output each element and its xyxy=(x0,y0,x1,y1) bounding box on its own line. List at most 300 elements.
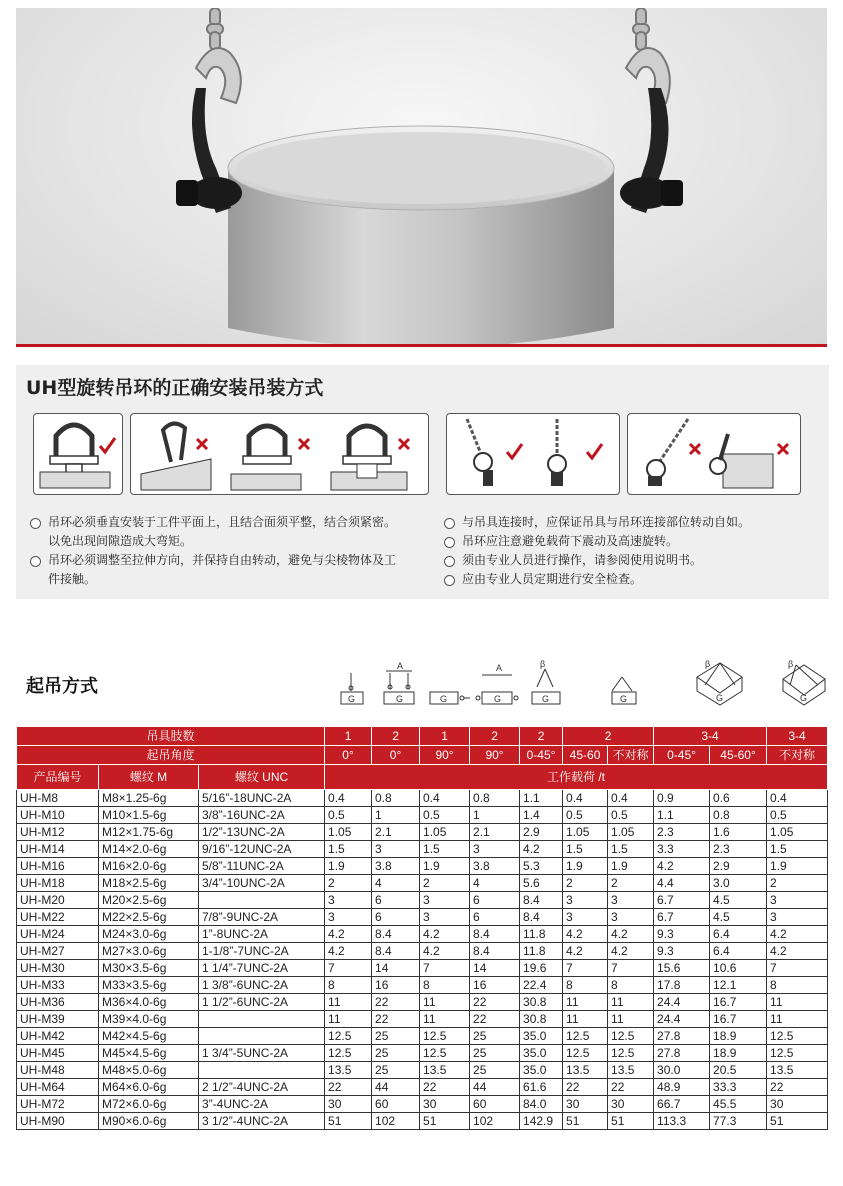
load-value-cell: 24.4 xyxy=(654,994,710,1011)
table-row xyxy=(17,1096,828,1113)
product-code-cell: UH-M42 xyxy=(17,1028,99,1045)
load-value-cell: 12.5 xyxy=(420,1028,470,1045)
load-value-cell: 3 xyxy=(767,892,828,909)
load-value-cell: 3 xyxy=(767,909,828,926)
load-value-cell: 6 xyxy=(372,892,420,909)
svg-text:G: G xyxy=(494,694,502,704)
product-code-cell: UH-M72 xyxy=(17,1096,99,1113)
thread-m-cell: M39×4.0-6g xyxy=(99,1011,199,1028)
load-value-cell: 2 xyxy=(767,875,828,892)
load-value-cell: 2.3 xyxy=(654,824,710,841)
load-value-cell: 102 xyxy=(470,1113,520,1130)
thread-unc-cell: 1 1/4”-7UNC-2A xyxy=(199,960,325,977)
thread-m-cell: M14×2.0-6g xyxy=(99,841,199,858)
load-value-cell: 30.8 xyxy=(520,1011,563,1028)
load-value-cell: 0.5 xyxy=(325,807,372,824)
thread-unc-cell: 9/16”-12UNC-2A xyxy=(199,841,325,858)
load-value-cell: 1.05 xyxy=(608,824,654,841)
load-value-cell: 18.9 xyxy=(710,1045,767,1062)
load-value-cell: 22 xyxy=(608,1079,654,1096)
svg-text:G: G xyxy=(620,694,628,704)
product-code-cell: UH-M24 xyxy=(17,926,99,943)
thread-unc-cell xyxy=(199,1011,325,1028)
load-value-cell: 16 xyxy=(470,977,520,994)
thread-unc-cell: 2 1/2”-4UNC-2A xyxy=(199,1079,325,1096)
load-value-cell: 12.5 xyxy=(325,1028,372,1045)
load-value-cell: 11 xyxy=(563,1011,608,1028)
load-value-cell: 60 xyxy=(372,1096,420,1113)
load-value-cell: 16.7 xyxy=(710,994,767,1011)
load-value-cell: 11 xyxy=(420,994,470,1011)
thread-m-cell: M10×1.5-6g xyxy=(99,807,199,824)
load-value-cell: 9.3 xyxy=(654,926,710,943)
load-value-cell: 6 xyxy=(470,909,520,926)
single-leg-side-icon xyxy=(430,692,470,704)
load-value-cell: 7 xyxy=(420,960,470,977)
load-value-cell: 6.7 xyxy=(654,909,710,926)
load-value-cell: 48.9 xyxy=(654,1079,710,1096)
load-value-cell: 4.4 xyxy=(654,875,710,892)
multi-leg-icon xyxy=(697,659,742,705)
thread-m-cell: M33×3.5-6g xyxy=(99,977,199,994)
load-value-cell: 6 xyxy=(372,909,420,926)
load-value-cell: 113.3 xyxy=(654,1113,710,1130)
load-value-cell: 18.9 xyxy=(710,1028,767,1045)
load-value-cell: 25 xyxy=(372,1045,420,1062)
hook-edge-contact-wrong-icons xyxy=(628,414,800,494)
svg-text:β: β xyxy=(705,659,711,669)
load-value-cell: 11 xyxy=(420,1011,470,1028)
load-value-cell: 6.4 xyxy=(710,943,767,960)
load-value-cell: 5.3 xyxy=(520,858,563,875)
table-row xyxy=(17,892,828,909)
svg-text:G: G xyxy=(440,694,448,704)
lifting-methods-title: 起吊方式 xyxy=(26,676,98,697)
load-value-cell: 4 xyxy=(372,875,420,892)
load-value-cell: 1.4 xyxy=(520,807,563,824)
angle-row xyxy=(17,746,828,765)
load-value-cell: 7 xyxy=(767,960,828,977)
thread-m-cell: M48×5.0-6g xyxy=(99,1062,199,1079)
load-value-cell: 44 xyxy=(470,1079,520,1096)
thread-m-cell: M12×1.75-6g xyxy=(99,824,199,841)
load-value-cell: 30 xyxy=(325,1096,372,1113)
table-row xyxy=(17,926,828,943)
angle-cell: 0° xyxy=(325,746,372,765)
angle-cell: 不对称 xyxy=(608,746,654,765)
svg-text:G: G xyxy=(716,693,724,703)
load-value-cell: 3 xyxy=(372,841,420,858)
thread-unc-cell: 5/16”-18UNC-2A xyxy=(199,790,325,807)
thread-m-cell: M16×2.0-6g xyxy=(99,858,199,875)
hook-panel-wrong xyxy=(627,413,801,495)
load-value-cell: 8.4 xyxy=(372,943,420,960)
svg-text:G: G xyxy=(800,693,808,703)
angle-cell: 0-45° xyxy=(520,746,563,765)
load-value-cell: 2.1 xyxy=(470,824,520,841)
load-value-cell: 61.6 xyxy=(520,1079,563,1096)
table-row xyxy=(17,790,828,807)
load-value-cell: 8.4 xyxy=(470,943,520,960)
thread-unc-cell: 1/2”-13UNC-2A xyxy=(199,824,325,841)
load-value-cell: 11 xyxy=(563,994,608,1011)
thread-m-cell: M22×2.5-6g xyxy=(99,909,199,926)
load-value-cell: 51 xyxy=(325,1113,372,1130)
load-value-cell: 2.3 xyxy=(710,841,767,858)
load-value-cell: 12.5 xyxy=(608,1045,654,1062)
load-value-cell: 35.0 xyxy=(520,1028,563,1045)
svg-text:A: A xyxy=(397,661,404,671)
load-value-cell: 4.2 xyxy=(420,926,470,943)
load-value-cell: 25 xyxy=(470,1028,520,1045)
load-value-cell: 77.3 xyxy=(710,1113,767,1130)
load-value-cell: 1.6 xyxy=(710,824,767,841)
thread-m-cell: M90×6.0-6g xyxy=(99,1113,199,1130)
load-value-cell: 4.2 xyxy=(325,926,372,943)
load-value-cell: 25 xyxy=(470,1062,520,1079)
table-row xyxy=(17,824,828,841)
product-code-cell: UH-M36 xyxy=(17,994,99,1011)
table-row xyxy=(17,875,828,892)
load-value-cell: 1.05 xyxy=(563,824,608,841)
legs-cell: 3-4 xyxy=(767,727,828,746)
load-value-cell: 13.5 xyxy=(420,1062,470,1079)
load-value-cell: 13.5 xyxy=(325,1062,372,1079)
load-value-cell: 84.0 xyxy=(520,1096,563,1113)
load-value-cell: 22 xyxy=(325,1079,372,1096)
load-value-cell: 4.5 xyxy=(710,892,767,909)
load-value-cell: 51 xyxy=(420,1113,470,1130)
load-value-cell: 9.3 xyxy=(654,943,710,960)
product-code-cell: UH-M14 xyxy=(17,841,99,858)
col-unc-header: 螺纹 UNC xyxy=(199,765,325,790)
table-row xyxy=(17,1028,828,1045)
load-value-cell: 4 xyxy=(470,875,520,892)
load-value-cell: 30 xyxy=(420,1096,470,1113)
load-value-cell: 0.6 xyxy=(710,790,767,807)
load-value-cell: 22 xyxy=(470,994,520,1011)
load-value-cell: 0.8 xyxy=(470,790,520,807)
hook-panel-correct xyxy=(446,413,620,495)
product-code-cell: UH-M16 xyxy=(17,858,99,875)
single-leg-vertical-icon xyxy=(341,673,363,704)
table-row xyxy=(17,858,828,875)
load-value-cell: 1.5 xyxy=(325,841,372,858)
load-value-cell: 30.0 xyxy=(654,1062,710,1079)
table-row xyxy=(17,1113,828,1130)
load-value-cell: 3 xyxy=(608,892,654,909)
table-row xyxy=(17,977,828,994)
thread-unc-cell: 1”-8UNC-2A xyxy=(199,926,325,943)
thread-unc-cell: 1 3/8”-6UNC-2A xyxy=(199,977,325,994)
load-value-cell: 12.1 xyxy=(710,977,767,994)
load-value-cell: 8.4 xyxy=(470,926,520,943)
load-value-cell: 12.5 xyxy=(767,1028,828,1045)
load-value-cell: 11 xyxy=(608,994,654,1011)
load-value-cell: 12.5 xyxy=(767,1045,828,1062)
load-value-cell: 142.9 xyxy=(520,1113,563,1130)
double-leg-vertical-icon xyxy=(384,661,414,704)
load-value-cell: 30.8 xyxy=(520,994,563,1011)
load-value-cell: 30 xyxy=(767,1096,828,1113)
hero-product-photo xyxy=(16,8,827,344)
thread-unc-cell: 1 1/2”-6UNC-2A xyxy=(199,994,325,1011)
load-value-cell: 22 xyxy=(372,1011,420,1028)
load-value-cell: 1.9 xyxy=(325,858,372,875)
load-value-cell: 102 xyxy=(372,1113,420,1130)
thread-unc-cell: 7/8”-9UNC-2A xyxy=(199,909,325,926)
thread-m-cell: M30×3.5-6g xyxy=(99,960,199,977)
product-code-cell: UH-M12 xyxy=(17,824,99,841)
load-value-cell: 4.2 xyxy=(608,926,654,943)
note-continuation: 以免出现间隙造成大弯矩。 xyxy=(48,534,193,548)
product-code-cell: UH-M39 xyxy=(17,1011,99,1028)
col-code-header: 产品编号 xyxy=(17,765,99,790)
load-value-cell: 17.8 xyxy=(654,977,710,994)
load-value-cell: 30 xyxy=(563,1096,608,1113)
load-value-cell: 2 xyxy=(563,875,608,892)
load-value-cell: 4.2 xyxy=(767,926,828,943)
table-row xyxy=(17,994,828,1011)
table-row xyxy=(17,1045,828,1062)
product-code-cell: UH-M8 xyxy=(17,790,99,807)
installation-title: UH型旋转吊环的正确安装吊装方式 xyxy=(26,377,324,399)
legs-label: 吊具肢数 xyxy=(17,727,325,746)
note-item: 吊环应注意避免载荷下震动及高速旋转。 xyxy=(442,532,822,551)
table-row xyxy=(17,807,828,824)
load-value-cell: 22.4 xyxy=(520,977,563,994)
load-value-cell: 1.05 xyxy=(420,824,470,841)
load-value-cell: 1.9 xyxy=(608,858,654,875)
load-value-cell: 25 xyxy=(372,1028,420,1045)
product-code-cell: UH-M27 xyxy=(17,943,99,960)
legs-cell: 1 xyxy=(420,727,470,746)
load-value-cell: 12.5 xyxy=(563,1045,608,1062)
angle-cell: 不对称 xyxy=(767,746,828,765)
load-value-cell: 12.5 xyxy=(325,1045,372,1062)
note-item: 须由专业人员进行操作，请参阅使用说明书。 xyxy=(442,551,822,570)
load-value-cell: 2 xyxy=(608,875,654,892)
install-notes-right xyxy=(442,513,822,589)
load-value-cell: 3.8 xyxy=(372,858,420,875)
load-value-cell: 22 xyxy=(563,1079,608,1096)
load-value-cell: 0.4 xyxy=(563,790,608,807)
note-item: 应由专业人员定期进行安全检查。 xyxy=(442,570,822,589)
angle-cell: 45-60° xyxy=(710,746,767,765)
product-code-cell: UH-M20 xyxy=(17,892,99,909)
svg-text:G: G xyxy=(396,694,404,704)
product-code-cell: UH-M45 xyxy=(17,1045,99,1062)
angle-cell: 0-45° xyxy=(654,746,710,765)
thread-m-cell: M24×3.0-6g xyxy=(99,926,199,943)
load-value-cell: 2 xyxy=(420,875,470,892)
table-row xyxy=(17,1062,828,1079)
thread-unc-cell: 5/8”-11UNC-2A xyxy=(199,858,325,875)
product-code-cell: UH-M33 xyxy=(17,977,99,994)
table-row xyxy=(17,960,828,977)
load-value-cell: 0.5 xyxy=(767,807,828,824)
thread-m-cell: M20×2.5-6g xyxy=(99,892,199,909)
thread-unc-cell: 1 3/4”-5UNC-2A xyxy=(199,1045,325,1062)
double-leg-side-icon xyxy=(476,663,518,704)
install-notes-left xyxy=(28,513,448,589)
load-value-cell: 22 xyxy=(420,1079,470,1096)
thread-unc-cell xyxy=(199,1062,325,1079)
load-value-cell: 7 xyxy=(608,960,654,977)
load-value-cell: 8 xyxy=(563,977,608,994)
thread-unc-cell xyxy=(199,1028,325,1045)
table-row xyxy=(17,943,828,960)
load-value-cell: 1.05 xyxy=(325,824,372,841)
load-value-cell: 6.7 xyxy=(654,892,710,909)
load-value-cell: 66.7 xyxy=(654,1096,710,1113)
load-value-cell: 24.4 xyxy=(654,1011,710,1028)
load-value-cell: 3 xyxy=(563,909,608,926)
legs-cell: 2 xyxy=(563,727,654,746)
load-value-cell: 3 xyxy=(608,909,654,926)
load-value-cell: 11 xyxy=(325,994,372,1011)
load-value-cell: 2 xyxy=(325,875,372,892)
load-value-cell: 8.4 xyxy=(520,892,563,909)
load-value-cell: 8 xyxy=(325,977,372,994)
load-value-cell: 1.9 xyxy=(767,858,828,875)
angle-cell: 90° xyxy=(470,746,520,765)
load-value-cell: 8 xyxy=(767,977,828,994)
load-value-cell: 15.6 xyxy=(654,960,710,977)
load-value-cell: 1.5 xyxy=(563,841,608,858)
load-value-cell: 3 xyxy=(563,892,608,909)
load-value-cell: 4.2 xyxy=(420,943,470,960)
double-leg-asymmetric-icon xyxy=(612,677,636,704)
table-row xyxy=(17,1079,828,1096)
product-code-cell: UH-M30 xyxy=(17,960,99,977)
load-value-cell: 3.8 xyxy=(470,858,520,875)
ring-vertical-correct-icon xyxy=(34,414,122,494)
load-value-cell: 22 xyxy=(767,1079,828,1096)
load-value-cell: 27.8 xyxy=(654,1028,710,1045)
load-value-cell: 0.8 xyxy=(710,807,767,824)
load-value-cell: 0.5 xyxy=(420,807,470,824)
load-value-cell: 4.2 xyxy=(325,943,372,960)
lifting-method-icons xyxy=(0,655,843,715)
load-value-cell: 51 xyxy=(767,1113,828,1130)
load-value-cell: 7 xyxy=(563,960,608,977)
load-value-cell: 14 xyxy=(372,960,420,977)
load-value-cell: 1 xyxy=(372,807,420,824)
svg-text:G: G xyxy=(348,694,356,704)
load-value-cell: 1.1 xyxy=(520,790,563,807)
thread-unc-cell: 3 1/2”-4UNC-2A xyxy=(199,1113,325,1130)
install-panel-wrong xyxy=(130,413,429,495)
load-value-cell: 6.4 xyxy=(710,926,767,943)
load-value-cell: 0.9 xyxy=(654,790,710,807)
load-value-cell: 3 xyxy=(470,841,520,858)
install-panel-correct xyxy=(33,413,123,495)
load-value-cell: 3 xyxy=(325,909,372,926)
load-value-cell: 35.0 xyxy=(520,1062,563,1079)
load-value-cell: 1.9 xyxy=(563,858,608,875)
load-value-cell: 3 xyxy=(325,892,372,909)
legs-cell: 1 xyxy=(325,727,372,746)
product-code-cell: UH-M48 xyxy=(17,1062,99,1079)
load-value-cell: 1 xyxy=(470,807,520,824)
load-value-cell: 4.2 xyxy=(563,943,608,960)
product-code-cell: UH-M64 xyxy=(17,1079,99,1096)
load-value-cell: 12.5 xyxy=(563,1028,608,1045)
load-value-cell: 11.8 xyxy=(520,943,563,960)
load-value-cell: 0.4 xyxy=(767,790,828,807)
hero-divider xyxy=(16,344,827,347)
load-value-cell: 16 xyxy=(372,977,420,994)
svg-text:G: G xyxy=(542,694,550,704)
load-value-cell: 4.2 xyxy=(563,926,608,943)
load-value-cell: 0.4 xyxy=(325,790,372,807)
load-value-cell: 11 xyxy=(608,1011,654,1028)
svg-text:β: β xyxy=(788,659,794,669)
load-value-cell: 16.7 xyxy=(710,1011,767,1028)
load-value-cell: 1.05 xyxy=(767,824,828,841)
load-value-cell: 0.8 xyxy=(372,790,420,807)
thread-m-cell: M27×3.0-6g xyxy=(99,943,199,960)
load-value-cell: 4.2 xyxy=(608,943,654,960)
load-value-cell: 27.8 xyxy=(654,1045,710,1062)
load-value-cell: 7 xyxy=(325,960,372,977)
load-value-cell: 5.6 xyxy=(520,875,563,892)
svg-text:β: β xyxy=(540,659,546,669)
load-value-cell: 19.6 xyxy=(520,960,563,977)
load-value-cell: 33.3 xyxy=(710,1079,767,1096)
load-value-cell: 6 xyxy=(470,892,520,909)
load-value-cell: 0.4 xyxy=(608,790,654,807)
load-value-cell: 35.0 xyxy=(520,1045,563,1062)
load-value-cell: 1.5 xyxy=(420,841,470,858)
thread-unc-cell: 3”-4UNC-2A xyxy=(199,1096,325,1113)
hook-rotation-correct-icons xyxy=(447,414,619,494)
load-value-cell: 1.1 xyxy=(654,807,710,824)
load-value-cell: 3.0 xyxy=(710,875,767,892)
product-code-cell: UH-M22 xyxy=(17,909,99,926)
thread-unc-cell: 3/8”-16UNC-2A xyxy=(199,807,325,824)
table-row xyxy=(17,841,828,858)
double-leg-angle-icon xyxy=(532,659,560,704)
load-value-cell: 10.6 xyxy=(710,960,767,977)
thread-unc-cell xyxy=(199,892,325,909)
load-value-cell: 44 xyxy=(372,1079,420,1096)
product-code-cell: UH-M90 xyxy=(17,1113,99,1130)
column-header-row xyxy=(17,765,828,790)
legs-cell: 3-4 xyxy=(654,727,767,746)
load-value-cell: 12.5 xyxy=(608,1028,654,1045)
load-value-cell: 22 xyxy=(470,1011,520,1028)
load-value-cell: 4.2 xyxy=(520,841,563,858)
load-value-cell: 51 xyxy=(563,1113,608,1130)
col-m-header: 螺纹 M xyxy=(99,765,199,790)
thread-m-cell: M36×4.0-6g xyxy=(99,994,199,1011)
load-value-cell: 11 xyxy=(325,1011,372,1028)
load-value-cell: 4.5 xyxy=(710,909,767,926)
load-value-cell: 1.5 xyxy=(608,841,654,858)
thread-m-cell: M8×1.25-6g xyxy=(99,790,199,807)
working-load-table xyxy=(16,726,828,1130)
angle-cell: 45-60 xyxy=(563,746,608,765)
load-value-cell: 8 xyxy=(420,977,470,994)
load-value-cell: 45.5 xyxy=(710,1096,767,1113)
load-value-cell: 8.4 xyxy=(520,909,563,926)
product-code-cell: UH-M10 xyxy=(17,807,99,824)
load-value-cell: 60 xyxy=(470,1096,520,1113)
thread-m-cell: M72×6.0-6g xyxy=(99,1096,199,1113)
angle-cell: 90° xyxy=(420,746,470,765)
